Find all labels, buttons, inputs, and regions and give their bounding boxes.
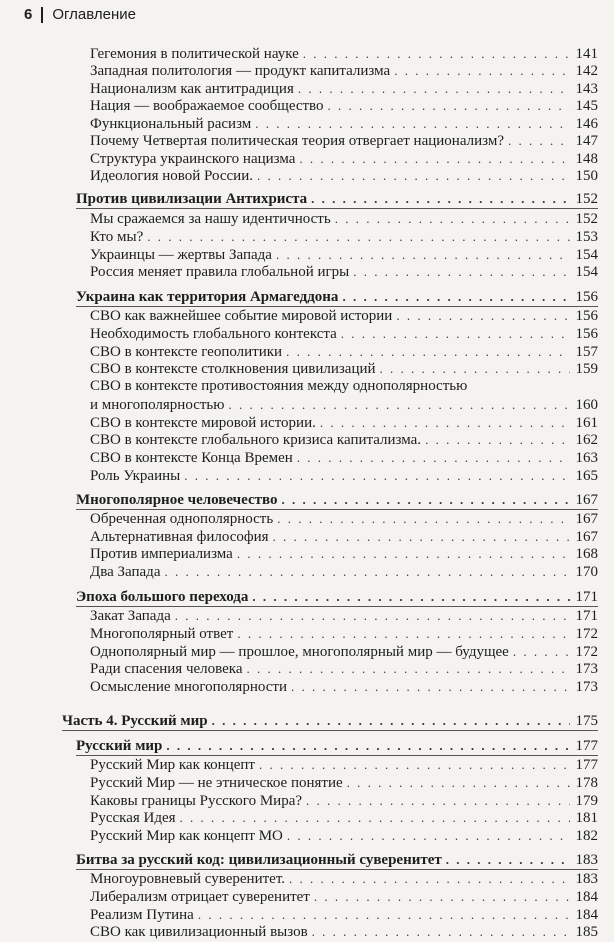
- running-header: [24, 6, 136, 23]
- toc-page-number: 177: [575, 757, 598, 773]
- toc-title: Русская Идея: [90, 810, 176, 826]
- toc-entry: [0, 395, 598, 414]
- toc-title: Функциональный расизм: [90, 116, 252, 132]
- toc-leader-dots: [212, 711, 570, 730]
- toc-title: Русский Мир — не этническое понятие: [90, 775, 343, 791]
- toc-page-number: 163: [575, 450, 598, 466]
- chapter-rule: [62, 730, 598, 731]
- toc-page-number: 153: [575, 229, 598, 245]
- toc-page-number: 150: [575, 168, 598, 184]
- toc-page-number: 184: [575, 889, 598, 905]
- toc-leader-dots: [252, 587, 570, 606]
- toc-leader-dots: [314, 887, 570, 906]
- toc-title: Украина как территория Армагеддона: [76, 289, 339, 305]
- toc-entry: [0, 808, 598, 827]
- toc-page-number: 148: [575, 151, 598, 167]
- toc-leader-dots: [297, 448, 570, 467]
- toc-title: Эпоха большого перехода: [76, 589, 249, 605]
- toc-entry: [0, 306, 598, 325]
- toc-leader-dots: [281, 490, 570, 509]
- toc-leader-dots: [311, 189, 570, 208]
- toc-entry: [0, 61, 598, 80]
- toc-title: Идеология новой России.: [90, 168, 253, 184]
- header-divider: [41, 7, 43, 23]
- toc-title: Русский Мир как концепт: [90, 757, 255, 773]
- toc-page-number: 162: [575, 432, 598, 448]
- toc-page-number: 152: [575, 191, 598, 207]
- toc-page-number: 165: [575, 468, 598, 484]
- toc-leader-dots: [335, 209, 570, 228]
- toc-title: СВО в контексте противостояния между однополярностью: [90, 378, 468, 394]
- toc-entry: [0, 624, 598, 643]
- toc-leader-dots: [353, 262, 570, 281]
- toc-entry: [0, 227, 598, 246]
- toc-title: Многополярный ответ: [90, 626, 234, 642]
- toc-entry: [0, 131, 598, 150]
- toc-entry: [0, 324, 598, 343]
- toc-leader-dots: [164, 562, 570, 581]
- toc-entry: [0, 509, 598, 528]
- toc-title: Каковы границы Русского Мира?: [90, 793, 303, 809]
- toc-page-number: 167: [575, 492, 598, 508]
- toc-title: СВО в контексте глобального кризиса капитализма.: [90, 432, 422, 448]
- toc-title: Роль Украины: [90, 468, 181, 484]
- toc-leader-dots: [341, 324, 570, 343]
- toc-title: Осмысление многополярности: [90, 679, 287, 695]
- toc-page-number: 160: [575, 397, 598, 413]
- toc-page-number: 172: [575, 644, 598, 660]
- toc-chapter: [0, 587, 598, 606]
- toc-page-number: 157: [575, 344, 598, 360]
- toc-page-number: 184: [575, 907, 598, 923]
- toc-leader-dots: [508, 131, 570, 150]
- toc-page-number: 171: [575, 589, 598, 605]
- toc-title: СВО в контексте столкновения цивилизаций: [90, 361, 376, 377]
- toc-page-number: 146: [575, 116, 598, 132]
- toc-leader-dots: [394, 61, 570, 80]
- toc-title: Россия меняет правила глобальной игры: [90, 264, 350, 280]
- toc-page-number: 168: [575, 546, 598, 562]
- toc-title: Обреченная однополярность: [90, 511, 274, 527]
- toc-entry: [0, 562, 598, 581]
- toc-title: Структура украинского нацизма: [90, 151, 296, 167]
- toc-leader-dots: [184, 466, 570, 485]
- toc-page-number: 173: [575, 661, 598, 677]
- toc-title: СВО в контексте Конца Времен: [90, 450, 293, 466]
- toc-leader-dots: [446, 850, 570, 869]
- toc-leader-dots: [289, 869, 570, 888]
- toc-title: Национализм как антитрадиция: [90, 81, 294, 97]
- toc-title: Два Запада: [90, 564, 161, 580]
- toc-leader-dots: [257, 166, 570, 185]
- toc-leader-dots: [277, 509, 570, 528]
- toc-entry: [0, 448, 598, 467]
- toc-title: Часть 4. Русский мир: [62, 713, 208, 729]
- toc-leader-dots: [312, 922, 570, 941]
- toc-entry: [0, 466, 598, 485]
- toc-title: Кто мы?: [90, 229, 144, 245]
- toc-chapter: [0, 490, 598, 509]
- toc-title: Нация — воображаемое сообщество: [90, 98, 324, 114]
- toc-title: СВО в контексте мировой истории.: [90, 415, 316, 431]
- toc-page-number: 145: [575, 98, 598, 114]
- toc-page-number: 154: [575, 264, 598, 280]
- toc-entry: [0, 209, 598, 228]
- toc-page-number: 152: [575, 211, 598, 227]
- toc-leader-dots: [347, 773, 570, 792]
- toc-page-number: 156: [575, 308, 598, 324]
- toc-title: Западная политология — продукт капитализма: [90, 63, 391, 79]
- toc-title: Ради спасения человека: [90, 661, 243, 677]
- toc-page-number: 156: [575, 289, 598, 305]
- toc-entry: [0, 430, 598, 449]
- toc-leader-dots: [287, 826, 570, 845]
- toc-entry: [0, 359, 598, 378]
- toc-page-number: 170: [575, 564, 598, 580]
- toc-chapter: [0, 287, 598, 306]
- toc-leader-dots: [342, 287, 570, 306]
- toc-title: Реализм Путина: [90, 907, 194, 923]
- toc-entry: [0, 826, 598, 845]
- toc-leader-dots: [228, 395, 570, 414]
- toc-page-number: 161: [575, 415, 598, 431]
- toc-chapter: [0, 850, 598, 869]
- toc-leader-dots: [328, 96, 570, 115]
- toc-entry: [0, 922, 598, 941]
- toc-entry: [0, 773, 598, 792]
- toc-entry: [0, 166, 598, 185]
- toc-leader-dots: [180, 808, 570, 827]
- toc-page-number: 156: [575, 326, 598, 342]
- toc-leader-dots: [425, 430, 570, 449]
- toc-title: СВО как цивилизационный вызов: [90, 924, 308, 940]
- toc-title: Гегемония в политической науке: [90, 46, 299, 62]
- toc-title: Украинцы — жертвы Запада: [90, 247, 272, 263]
- toc-title: Мы сражаемся за нашу идентичность: [90, 211, 331, 227]
- toc-title: Русский Мир как концепт МО: [90, 828, 283, 844]
- toc-entry: [0, 606, 598, 625]
- toc-part: [0, 711, 598, 730]
- toc-leader-dots: [237, 624, 570, 643]
- toc-leader-dots: [380, 359, 570, 378]
- toc-leader-dots: [396, 306, 570, 325]
- toc-page-number: 141: [575, 46, 598, 62]
- toc-title: Против империализма: [90, 546, 233, 562]
- toc-title: Многоуровневый суверенитет.: [90, 871, 285, 887]
- toc-page-number: 142: [575, 63, 598, 79]
- toc-title: СВО в контексте геополитики: [90, 344, 283, 360]
- toc-title: Битва за русский код: цивилизационный суверенитет: [76, 852, 442, 868]
- header-title: Оглавление: [52, 6, 136, 23]
- toc-leader-dots: [259, 755, 570, 774]
- toc-page-number: 183: [575, 871, 598, 887]
- toc-title: Либерализм отрицает суверенитет: [90, 889, 310, 905]
- toc-page-number: 183: [575, 852, 598, 868]
- toc-page-number: 185: [575, 924, 598, 940]
- toc-page-number: 154: [575, 247, 598, 263]
- toc-page-number: 167: [575, 511, 598, 527]
- toc-title: Необходимость глобального контекста: [90, 326, 337, 342]
- toc-page-number: 172: [575, 626, 598, 642]
- toc-leader-dots: [175, 606, 570, 625]
- toc-entry: [0, 677, 598, 696]
- toc-entry: [0, 755, 598, 774]
- toc-entry: [0, 544, 598, 563]
- toc-leader-dots: [166, 736, 570, 755]
- toc-title: Русский мир: [76, 738, 163, 754]
- toc-page-number: 159: [575, 361, 598, 377]
- toc-title: СВО как важнейшее событие мировой истории: [90, 308, 393, 324]
- toc-page-number: 171: [575, 608, 598, 624]
- toc-entry: [0, 377, 598, 396]
- toc-leader-dots: [237, 544, 570, 563]
- toc-page-number: 173: [575, 679, 598, 695]
- toc-chapter: [0, 736, 598, 755]
- toc-page-number: 143: [575, 81, 598, 97]
- toc-page-number: 175: [575, 713, 598, 729]
- toc-title: Против цивилизации Антихриста: [76, 191, 308, 207]
- header-page-number: 6: [24, 6, 33, 23]
- toc-leader-dots: [147, 227, 570, 246]
- toc-title: Почему Четвертая политическая теория отвергает национализм?: [90, 133, 504, 149]
- toc-page-number: 182: [575, 828, 598, 844]
- toc-title: и многополярностью: [90, 397, 225, 413]
- toc-entry: [0, 96, 598, 115]
- toc-leader-dots: [247, 659, 570, 678]
- toc-page-number: 177: [575, 738, 598, 754]
- toc-page-number: 181: [575, 810, 598, 826]
- toc-entry: [0, 887, 598, 906]
- toc-page-number: 167: [575, 529, 598, 545]
- toc-chapter: [0, 189, 598, 208]
- toc-page-number: 147: [575, 133, 598, 149]
- toc-leader-dots: [291, 677, 570, 696]
- toc-entry: [0, 869, 598, 888]
- toc-entry: [0, 659, 598, 678]
- toc-title: Однополярный мир — прошлое, многополярный мир — будущее: [90, 644, 509, 660]
- toc-title: Альтернативная философия: [90, 529, 269, 545]
- toc-title: Многополярное человечество: [76, 492, 278, 508]
- toc-page-number: 179: [575, 793, 598, 809]
- toc-entry: [0, 262, 598, 281]
- toc-page-number: 178: [575, 775, 598, 791]
- toc-title: Закат Запада: [90, 608, 171, 624]
